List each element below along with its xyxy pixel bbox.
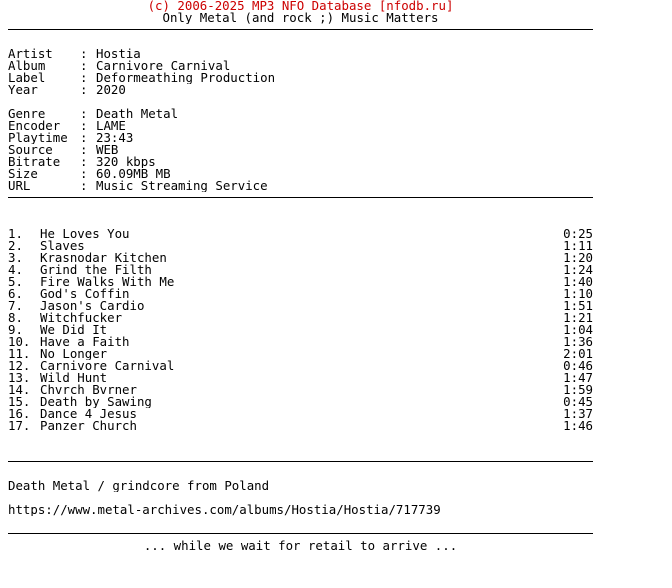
track-title: Chvrch Bvrner xyxy=(40,384,137,396)
info-separator: : xyxy=(80,180,88,192)
info-value: Death Metal xyxy=(96,108,179,120)
divider-info xyxy=(8,192,593,204)
track-number: 7. xyxy=(8,300,23,312)
divider-tracks xyxy=(8,456,593,468)
track-row xyxy=(8,324,593,336)
track-duration: 1:11 xyxy=(563,240,593,252)
info-separator: : xyxy=(80,156,88,168)
track-number: 13. xyxy=(8,372,31,384)
track-title: Carnivore Carnival xyxy=(40,360,175,372)
info-separator: : xyxy=(80,108,88,120)
track-title: No Longer xyxy=(40,348,108,360)
track-duration: 1:46 xyxy=(563,420,593,432)
info-key: Bitrate xyxy=(8,156,61,168)
tracklist xyxy=(8,228,593,432)
track-duration: 2:01 xyxy=(563,348,593,360)
info-value: 2020 xyxy=(96,84,126,96)
track-title: God's Coffin xyxy=(40,288,130,300)
info-key: Playtime xyxy=(8,132,68,144)
track-title: Krasnodar Kitchen xyxy=(40,252,167,264)
track-number: 8. xyxy=(8,312,23,324)
info-row-album xyxy=(8,60,593,72)
info-key: Genre xyxy=(8,108,46,120)
track-number: 17. xyxy=(8,420,31,432)
track-number: 5. xyxy=(8,276,23,288)
track-duration: 0:25 xyxy=(563,228,593,240)
track-row xyxy=(8,312,593,324)
info-value: 60.09MB MB xyxy=(96,168,171,180)
track-number: 4. xyxy=(8,264,23,276)
track-row xyxy=(8,276,593,288)
info-value: Hostia xyxy=(96,48,141,60)
info-row-encoder xyxy=(8,120,593,132)
track-number: 16. xyxy=(8,408,31,420)
info-row-year xyxy=(8,84,593,96)
track-title: Wild Hunt xyxy=(40,372,108,384)
track-title: Death by Sawing xyxy=(40,396,152,408)
metal-archives-link[interactable]: https://www.metal-archives.com/albums/Hostia/Hostia/717739 xyxy=(8,504,441,516)
info-row-size xyxy=(8,168,593,180)
info-value: 320 kbps xyxy=(96,156,156,168)
track-row xyxy=(8,408,593,420)
info-key: Label xyxy=(8,72,46,84)
info-row-genre xyxy=(8,108,593,120)
track-title: Slaves xyxy=(40,240,85,252)
tagline: Only Metal (and rock ;) Music Matters xyxy=(162,12,439,24)
nfo-document xyxy=(8,0,593,552)
track-row xyxy=(8,360,593,372)
info-key: URL xyxy=(8,180,31,192)
info-value: 23:43 xyxy=(96,132,134,144)
release-info xyxy=(8,48,593,96)
divider-bottom xyxy=(8,528,593,540)
track-row xyxy=(8,228,593,240)
release-description: Death Metal / grindcore from Poland xyxy=(8,480,270,492)
track-number: 1. xyxy=(8,228,23,240)
track-title: He Loves You xyxy=(40,228,130,240)
track-duration: 1:37 xyxy=(563,408,593,420)
info-row-url xyxy=(8,180,593,192)
track-row xyxy=(8,288,593,300)
track-row xyxy=(8,372,593,384)
track-row xyxy=(8,264,593,276)
info-separator: : xyxy=(80,132,88,144)
track-row xyxy=(8,240,593,252)
track-number: 3. xyxy=(8,252,23,264)
info-row-bitrate xyxy=(8,156,593,168)
info-value: WEB xyxy=(96,144,119,156)
info-separator: : xyxy=(80,84,88,96)
track-duration: 1:36 xyxy=(563,336,593,348)
info-separator: : xyxy=(80,48,88,60)
track-title: Dance 4 Jesus xyxy=(40,408,137,420)
track-row xyxy=(8,300,593,312)
info-row-source xyxy=(8,144,593,156)
track-title: Jason's Cardio xyxy=(40,300,145,312)
info-key: Artist xyxy=(8,48,53,60)
info-key: Encoder xyxy=(8,120,61,132)
track-number: 14. xyxy=(8,384,31,396)
track-row xyxy=(8,336,593,348)
track-duration: 0:45 xyxy=(563,396,593,408)
track-duration: 1:24 xyxy=(563,264,593,276)
copyright-line: (c) 2006-2025 MP3 NFO Database [nfodb.ru] xyxy=(147,0,454,12)
track-number: 2. xyxy=(8,240,23,252)
track-number: 10. xyxy=(8,336,31,348)
track-duration: 1:10 xyxy=(563,288,593,300)
info-separator: : xyxy=(80,60,88,72)
info-separator: : xyxy=(80,168,88,180)
info-value: Music Streaming Service xyxy=(96,180,268,192)
track-duration: 1:59 xyxy=(563,384,593,396)
track-number: 6. xyxy=(8,288,23,300)
track-duration: 1:21 xyxy=(563,312,593,324)
info-value: LAME xyxy=(96,120,126,132)
track-number: 15. xyxy=(8,396,31,408)
track-row xyxy=(8,384,593,396)
track-duration: 1:51 xyxy=(563,300,593,312)
track-row xyxy=(8,396,593,408)
track-number: 9. xyxy=(8,324,23,336)
info-separator: : xyxy=(80,144,88,156)
info-value: Deformeathing Production xyxy=(96,72,276,84)
info-row-label xyxy=(8,72,593,84)
track-duration: 1:47 xyxy=(563,372,593,384)
track-duration: 1:04 xyxy=(563,324,593,336)
track-number: 12. xyxy=(8,360,31,372)
track-row xyxy=(8,252,593,264)
track-duration: 0:46 xyxy=(563,360,593,372)
info-separator: : xyxy=(80,72,88,84)
track-row xyxy=(8,420,593,432)
track-title: Witchfucker xyxy=(40,312,123,324)
track-title: Fire Walks With Me xyxy=(40,276,175,288)
footer-message: ... while we wait for retail to arrive ... xyxy=(143,540,458,552)
info-row-playtime xyxy=(8,132,593,144)
track-title: Panzer Church xyxy=(40,420,137,432)
info-key: Size xyxy=(8,168,38,180)
divider-top xyxy=(8,24,593,36)
info-key: Source xyxy=(8,144,53,156)
info-value: Carnivore Carnival xyxy=(96,60,231,72)
track-number: 11. xyxy=(8,348,31,360)
technical-info xyxy=(8,108,593,192)
track-title: We Did It xyxy=(40,324,108,336)
track-row xyxy=(8,348,593,360)
info-key: Year xyxy=(8,84,38,96)
track-duration: 1:20 xyxy=(563,252,593,264)
info-key: Album xyxy=(8,60,46,72)
track-title: Grind the Filth xyxy=(40,264,152,276)
info-separator: : xyxy=(80,120,88,132)
track-title: Have a Faith xyxy=(40,336,130,348)
track-duration: 1:40 xyxy=(563,276,593,288)
info-row-artist xyxy=(8,48,593,60)
